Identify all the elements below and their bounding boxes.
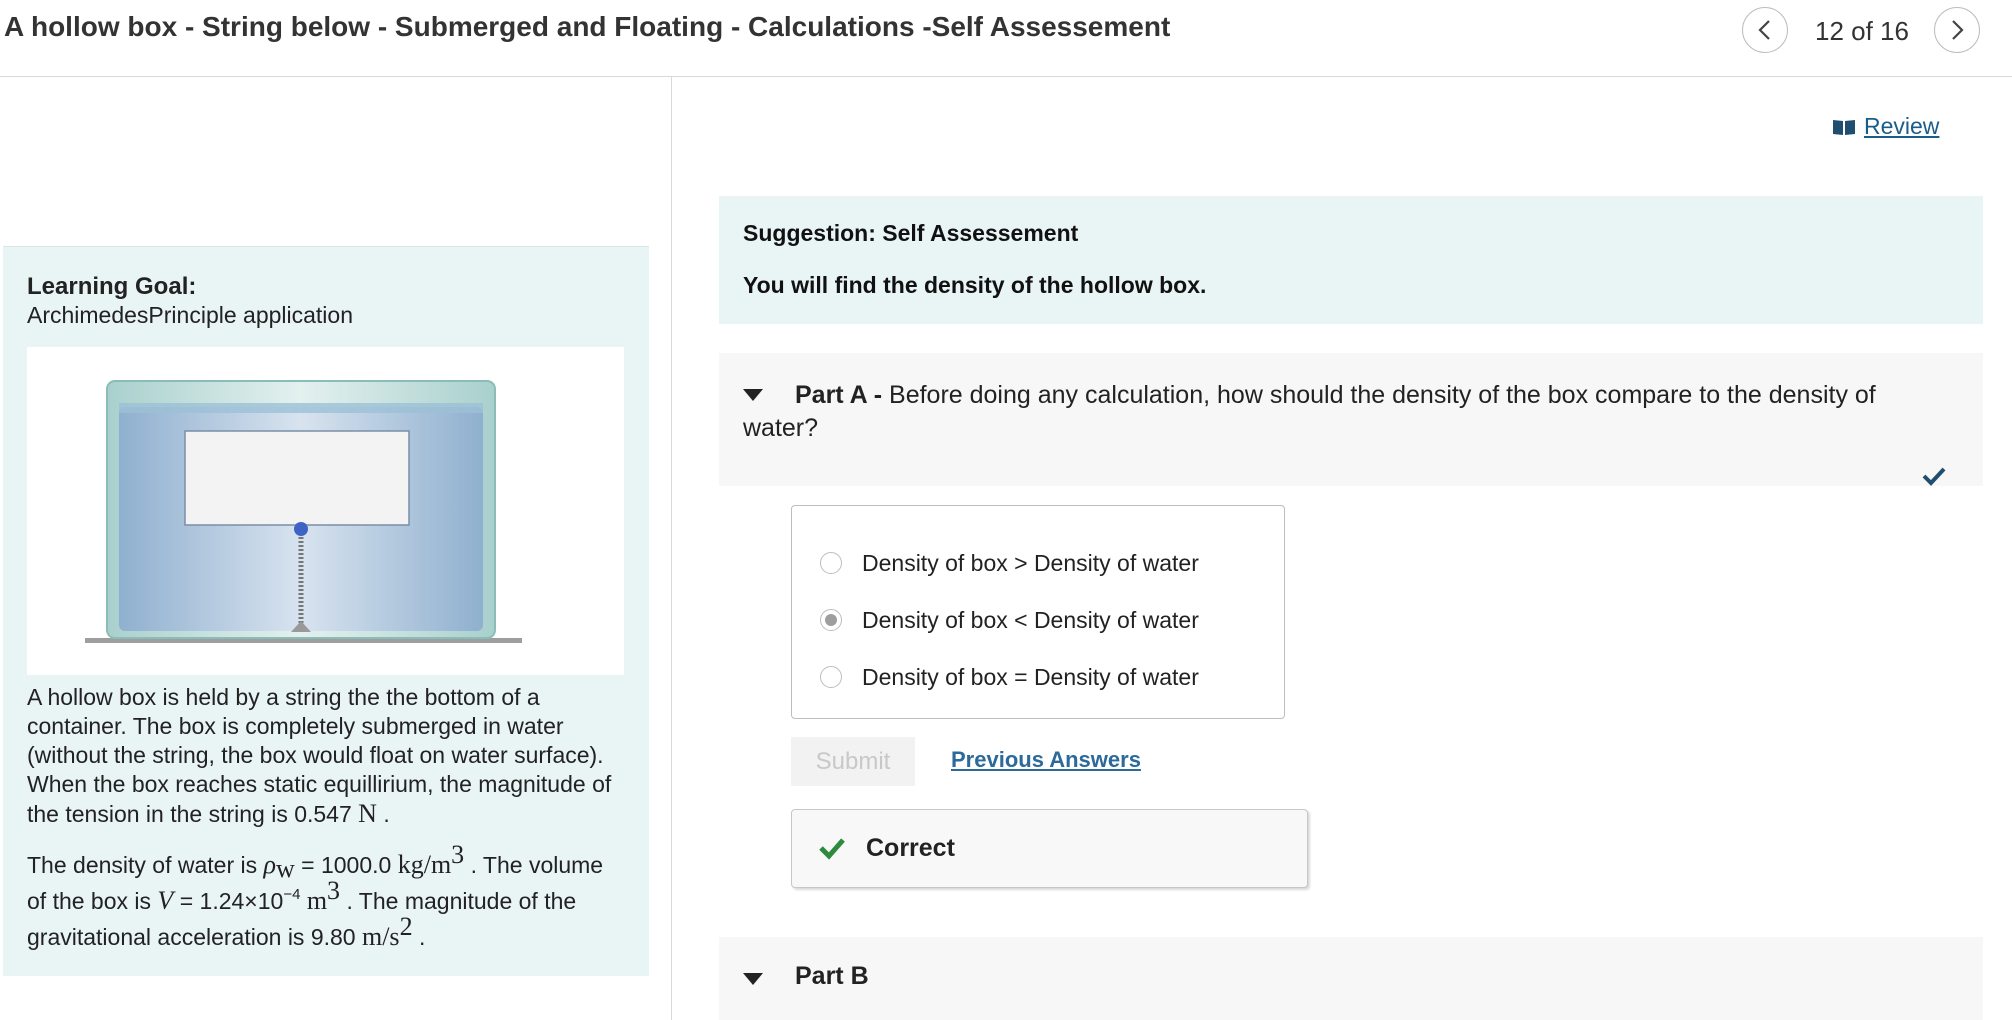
part-a-question-text: Before doing any calculation, how should the density of the box compare to the density of water? (743, 381, 1876, 442)
suggestion-title: Suggestion: Self Assessement (743, 220, 1079, 246)
radio-button[interactable] (820, 552, 842, 574)
page-title: A hollow box - String below - Submerged and Floating - Calculations -Self Assessement (4, 11, 1171, 42)
submit-button[interactable]: Submit (791, 737, 915, 786)
answer-options (791, 505, 1285, 719)
part-a-question (743, 379, 1953, 445)
volume-unit-exponent: 3 (327, 876, 341, 905)
header-bar (0, 0, 2012, 77)
given-end: . (418, 924, 426, 950)
suggestion-box (719, 196, 1983, 324)
part-a-header[interactable] (719, 353, 1983, 486)
volume-exponent: −4 (283, 886, 301, 903)
water-density-intro: The density of water is (27, 852, 258, 878)
item-counter: 12 of 16 (1815, 16, 1909, 46)
hollow-box-diagram (27, 347, 624, 675)
rho-symbol: ρ (263, 850, 276, 879)
chevron-left-icon (1756, 19, 1774, 41)
previous-item-button[interactable] (1742, 7, 1788, 53)
option-greater[interactable] (820, 548, 1199, 578)
chevron-right-icon (1948, 19, 1966, 41)
panel-divider (671, 77, 672, 1020)
option-less[interactable] (820, 605, 1199, 635)
part-b-header[interactable] (719, 937, 1983, 1020)
problem-description (27, 683, 627, 829)
review-link[interactable] (1832, 113, 1939, 140)
gravity-intro: . The magnitude of the gravitational acceleration is 9.80 (27, 888, 577, 950)
feedback-text: Correct (866, 834, 955, 862)
rho-value: = 1000.0 (301, 852, 392, 878)
learning-goal-panel (3, 246, 649, 976)
container-figure (27, 347, 624, 675)
volume-value: = 1.24×10 (179, 888, 284, 914)
suggestion-text: You will find the density of the hollow box. (743, 272, 1207, 298)
next-item-button[interactable] (1934, 7, 1980, 53)
checkmark-icon (1921, 465, 1947, 487)
green-check-icon (818, 836, 846, 860)
collapse-caret-icon[interactable] (743, 973, 763, 985)
learning-goal-text: ArchimedesPrinciple application (27, 302, 353, 328)
volume-unit: m (306, 886, 328, 915)
rho-subscript: w (275, 854, 295, 883)
option-label: Density of box > Density of water (862, 549, 1199, 576)
volume-symbol: V (157, 886, 174, 915)
tension-unit: N (358, 799, 377, 828)
volume-intro: . The volume of the box is (27, 852, 604, 914)
previous-answers-link[interactable]: Previous Answers (951, 747, 1141, 772)
part-a-label: Part A - (795, 381, 883, 409)
option-label: Density of box < Density of water (862, 606, 1199, 633)
given-values (27, 840, 627, 955)
feedback-correct (791, 809, 1308, 888)
rho-unit-exponent: 3 (451, 840, 465, 869)
description-end: . (383, 801, 390, 827)
gravity-unit: m/s (361, 922, 400, 951)
review-label: Review (1864, 113, 1940, 139)
option-label: Density of box = Density of water (862, 663, 1199, 690)
part-b-label: Part B (795, 962, 869, 990)
option-equal[interactable] (820, 662, 1199, 692)
radio-button-selected[interactable] (820, 609, 842, 631)
book-icon (1832, 118, 1856, 136)
radio-button[interactable] (820, 666, 842, 688)
rho-unit: kg/m (397, 850, 452, 879)
description-text: A hollow box is held by a string the the bottom of a container. The box is completely submerged in water (without the string, the box would float on water surface). When the box reaches static equillirium, the magnitude of the tension in the string is 0.547 (27, 684, 612, 827)
gravity-unit-exponent: 2 (399, 912, 413, 941)
learning-goal-label: Learning Goal: (27, 273, 197, 300)
